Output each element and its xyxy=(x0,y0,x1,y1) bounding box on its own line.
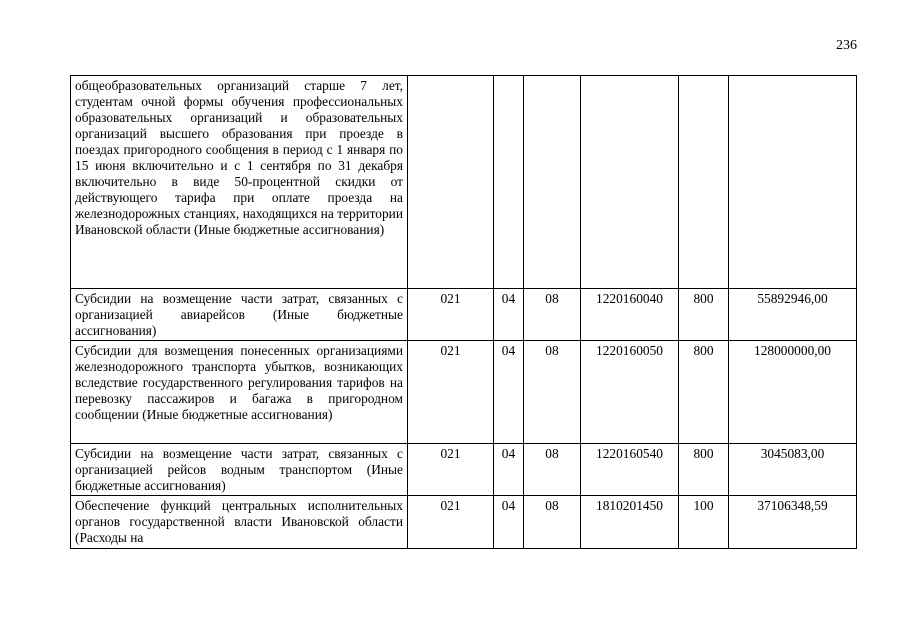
row-description: Субсидии на возмещение части затрат, связанных с организацией рейсов водным транспортом (Иные бюджетные ассигнования) xyxy=(71,444,408,496)
cell-ved: 021 xyxy=(408,444,494,496)
cell-vr: 800 xyxy=(679,444,729,496)
cell-sum: 3045083,00 xyxy=(729,444,857,496)
cell-pr xyxy=(524,76,581,289)
row-description: Обеспечение функций центральных исполнительных органов государственной власти Ивановской области (Расходы на xyxy=(71,496,408,549)
cell-ved: 021 xyxy=(408,289,494,341)
table-row xyxy=(71,444,857,496)
table-row xyxy=(71,76,857,289)
cell-rz xyxy=(494,76,524,289)
row-description: общеобразовательных организаций старше 7 лет, студентам очной формы обучения профессиональных образовательных организаций и образовательных организаций высшего образования при проезде в поездах пригородного сообщения в период с 1 января по 15 июня включительно и с 1 сентября по 31 декабря включительно в виде 50-процентной скидки от действующего тарифа при оплате проезда на железнодорожных станциях, находящихся на территории Ивановской области (Иные бюджетные ассигнования) xyxy=(71,76,408,289)
cell-ved: 021 xyxy=(408,341,494,444)
cell-sum: 55892946,00 xyxy=(729,289,857,341)
cell-rz: 04 xyxy=(494,444,524,496)
cell-vr xyxy=(679,76,729,289)
cell-pr: 08 xyxy=(524,289,581,341)
cell-vr: 800 xyxy=(679,289,729,341)
cell-pr: 08 xyxy=(524,496,581,549)
cell-rz: 04 xyxy=(494,289,524,341)
cell-rz: 04 xyxy=(494,496,524,549)
cell-vr: 100 xyxy=(679,496,729,549)
table-row xyxy=(71,496,857,549)
cell-pr: 08 xyxy=(524,444,581,496)
cell-pr: 08 xyxy=(524,341,581,444)
row-description: Субсидии для возмещения понесенных организациями железнодорожного транспорта убытков, возникающих вследствие государственного регулирования тарифов на перевозку пассажиров и багажа в пригородном сообщении (Иные бюджетные ассигнования) xyxy=(71,341,408,444)
cell-cs: 1220160040 xyxy=(581,289,679,341)
page-number: 236 xyxy=(836,38,857,53)
cell-sum: 37106348,59 xyxy=(729,496,857,549)
cell-cs xyxy=(581,76,679,289)
cell-ved: 021 xyxy=(408,496,494,549)
budget-table xyxy=(70,75,857,549)
cell-cs: 1220160050 xyxy=(581,341,679,444)
cell-cs: 1810201450 xyxy=(581,496,679,549)
cell-sum: 128000000,00 xyxy=(729,341,857,444)
table-row xyxy=(71,341,857,444)
cell-ved xyxy=(408,76,494,289)
cell-cs: 1220160540 xyxy=(581,444,679,496)
cell-sum xyxy=(729,76,857,289)
cell-vr: 800 xyxy=(679,341,729,444)
table-row xyxy=(71,289,857,341)
row-description: Субсидии на возмещение части затрат, связанных с организацией авиарейсов (Иные бюджетные ассигнования) xyxy=(71,289,408,341)
cell-rz: 04 xyxy=(494,341,524,444)
